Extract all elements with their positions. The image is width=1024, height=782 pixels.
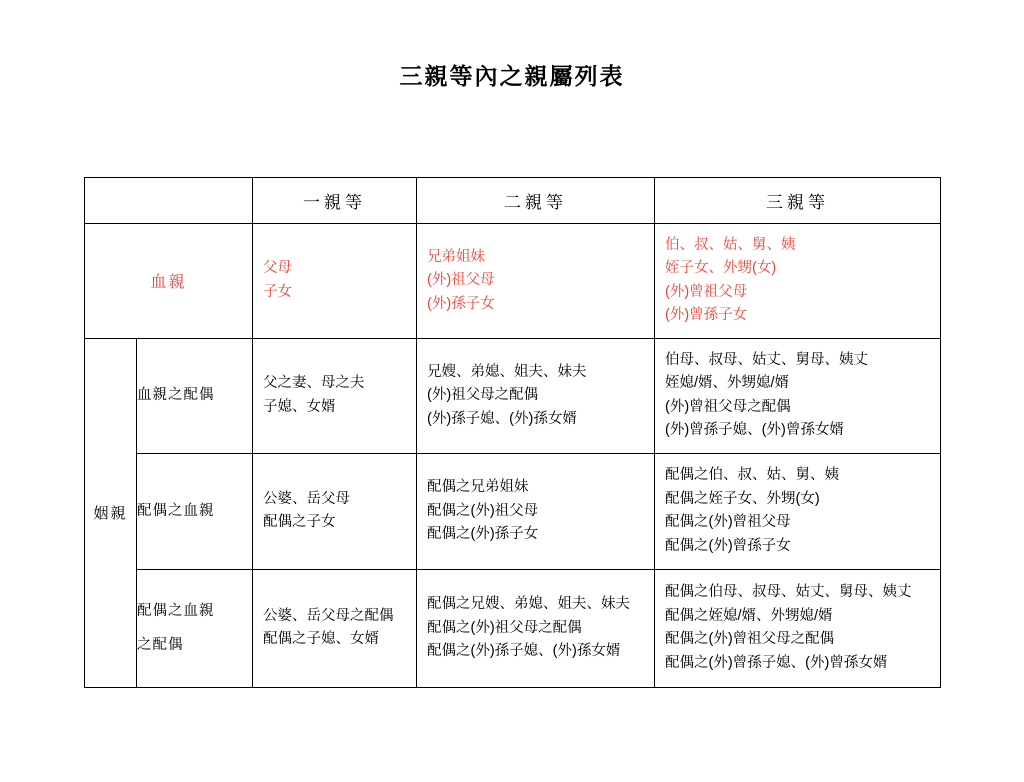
cell-blood-degree3 (655, 224, 941, 339)
text-line: 公婆、岳父母 (263, 490, 350, 507)
text-line: 配偶之姪媳/婿、外甥媳/婿 (665, 607, 833, 624)
header-degree-2: 二親等 (417, 178, 655, 224)
text-line: 伯母、叔母、姑丈、舅母、姨丈 (665, 351, 868, 368)
row-label-blood: 血親 (85, 224, 253, 339)
text-line: 配偶之(外)曾孫子媳、(外)曾孫女婿 (665, 654, 888, 671)
text-line: 父母 (263, 260, 292, 277)
cell-spouse-of-blood-of-spouse-degree2 (417, 569, 655, 687)
text-line: 配偶之(外)孫子媳、(外)孫女婿 (427, 643, 621, 660)
text-line: 配偶之(外)曾祖父母之配偶 (665, 631, 835, 648)
kinship-table (84, 177, 941, 688)
text-line: 配偶之兄嫂、弟媳、姐夫、妹夫 (427, 596, 630, 613)
cell-blood-degree1 (253, 224, 417, 339)
text-line: (外)曾祖父母之配偶 (665, 398, 791, 415)
text-line: (外)曾祖父母 (665, 283, 748, 300)
row-label-spouse-of-blood-of-spouse (137, 569, 253, 687)
text-line: 配偶之子女 (263, 514, 336, 531)
row-label-spouse-of-blood: 血親之配偶 (137, 338, 253, 453)
cell-blood-of-spouse-degree1 (253, 453, 417, 569)
text-line: 子女 (263, 283, 292, 300)
row-label-line-2: 之配偶 (137, 637, 184, 654)
text-line: 配偶之(外)曾孫子女 (665, 537, 791, 554)
text-line: (外)孫子女 (427, 295, 495, 312)
text-line: 姪媳/婿、外甥媳/婿 (665, 375, 790, 392)
header-degree-3: 三親等 (655, 178, 941, 224)
table-row-spouse-of-blood-of-spouse (85, 569, 941, 687)
header-corner (85, 178, 253, 224)
header-degree-1: 一親等 (253, 178, 417, 224)
row-group-label-affinity: 姻親 (85, 338, 137, 687)
text-line: (外)孫子媳、(外)孫女婿 (427, 410, 577, 427)
text-line: 父之妻、母之夫 (263, 375, 365, 392)
cell-spouse-of-blood-degree2 (417, 338, 655, 453)
text-line: 配偶之(外)祖父母 (427, 502, 539, 519)
text-line: 伯、叔、姑、舅、姨 (665, 237, 796, 253)
table-row-blood-of-spouse (85, 453, 941, 569)
cell-spouse-of-blood-of-spouse-degree1 (253, 569, 417, 687)
cell-blood-of-spouse-degree3 (655, 453, 941, 569)
text-line: 兄嫂、弟媳、姐夫、妹夫 (427, 363, 587, 380)
table-row-blood-relatives (85, 224, 941, 339)
text-line: 配偶之(外)孫子女 (427, 526, 539, 543)
text-line: 配偶之(外)祖父母之配偶 (427, 619, 582, 636)
text-line: 配偶之子媳、女婿 (263, 631, 379, 648)
text-line: (外)曾孫子媳、(外)曾孫女婿 (665, 422, 844, 439)
text-line: 子媳、女婿 (263, 398, 336, 415)
text-line: 配偶之伯、叔、姑、舅、姨 (665, 467, 839, 484)
text-line: 公婆、岳父母之配偶 (263, 607, 394, 624)
text-line: 姪子女、外甥(女) (665, 260, 777, 277)
document-page (0, 58, 1024, 782)
text-line: (外)祖父母 (427, 272, 495, 289)
cell-spouse-of-blood-degree3 (655, 338, 941, 453)
text-line: 配偶之伯母、叔母、姑丈、舅母、姨丈 (665, 584, 912, 601)
text-line: 配偶之(外)曾祖父母 (665, 514, 791, 531)
row-label-blood-of-spouse: 配偶之血親 (137, 453, 253, 569)
cell-blood-degree2 (417, 224, 655, 339)
kinship-table-container (84, 177, 940, 688)
cell-spouse-of-blood-of-spouse-degree3 (655, 569, 941, 687)
cell-blood-of-spouse-degree2 (417, 453, 655, 569)
table-row-spouse-of-blood (85, 338, 941, 453)
page-title: 三親等內之親屬列表 (399, 64, 625, 89)
table-header-row (85, 178, 941, 224)
text-line: 兄弟姐妹 (427, 248, 485, 265)
row-label-line-1: 配偶之血親 (137, 602, 215, 619)
text-line: 配偶之姪子女、外甥(女) (665, 490, 820, 507)
text-line: (外)祖父母之配偶 (427, 387, 539, 404)
text-line: (外)曾孫子女 (665, 307, 748, 324)
cell-spouse-of-blood-degree1 (253, 338, 417, 453)
text-line: 配偶之兄弟姐妹 (427, 479, 529, 496)
